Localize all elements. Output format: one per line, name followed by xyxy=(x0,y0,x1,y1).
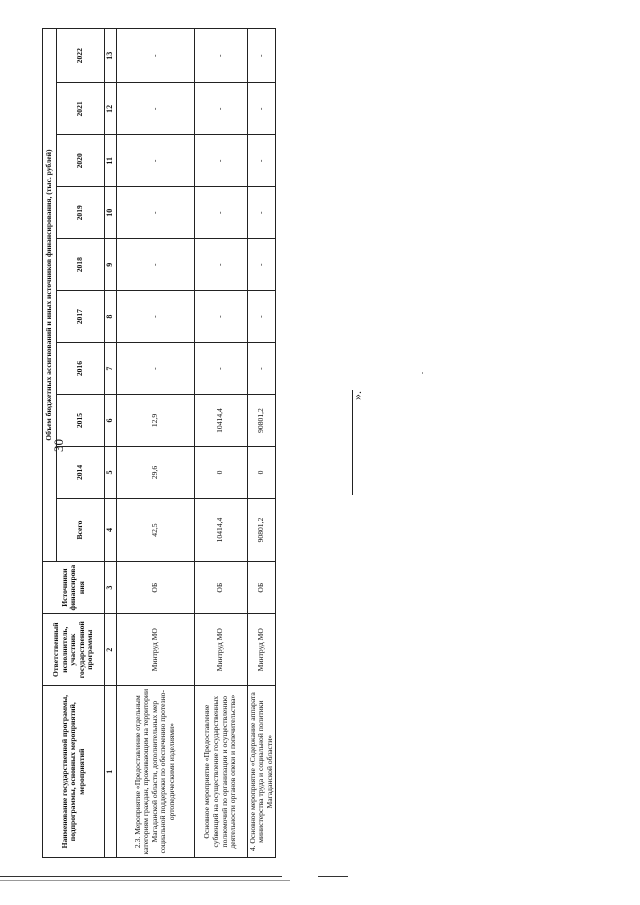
header-name: Наименование государственной программы, подпрограммы, основных мероприятий, мероприятий xyxy=(43,686,105,858)
header-year-2017: 2017 xyxy=(57,291,105,343)
column-number: 4 xyxy=(105,498,117,561)
table-row xyxy=(116,29,194,858)
row-source: ОБ xyxy=(116,562,194,614)
header-source: Источники финансирования xyxy=(43,562,105,614)
header-year-2015: 2015 xyxy=(57,395,105,447)
row-source: ОБ xyxy=(194,562,247,614)
row-value: - xyxy=(116,291,194,343)
row-value: - xyxy=(247,135,276,187)
scan-artifact xyxy=(422,372,423,374)
row-executor: Минтруд МО xyxy=(247,614,276,686)
column-number: 6 xyxy=(105,395,117,447)
header-year-2014: 2014 xyxy=(57,446,105,498)
row-total: 10414,4 xyxy=(194,498,247,561)
row-value: - xyxy=(194,135,247,187)
footer-rule-faint xyxy=(0,880,290,881)
row-name: 4. Основное мероприятие «Содержание аппарата министерства труда и социальной политики Магаданской области» xyxy=(247,686,276,858)
header-executor: Ответственный исполнитель, участник государственной программы xyxy=(43,614,105,686)
column-number: 12 xyxy=(105,83,117,135)
closing-quote: ». xyxy=(350,391,364,400)
row-value: 29,6 xyxy=(116,446,194,498)
row-value: - xyxy=(247,343,276,395)
column-number: 1 xyxy=(105,686,117,858)
row-value: - xyxy=(116,187,194,239)
header-year-2021: 2021 xyxy=(57,83,105,135)
header-year-2018: 2018 xyxy=(57,239,105,291)
row-value: 90801,2 xyxy=(247,395,276,447)
column-number: 5 xyxy=(105,446,117,498)
column-number: 9 xyxy=(105,239,117,291)
column-number: 11 xyxy=(105,135,117,187)
financing-table xyxy=(42,28,276,858)
row-value: - xyxy=(116,343,194,395)
rotated-table-wrapper xyxy=(42,28,274,858)
row-value: - xyxy=(194,239,247,291)
header-total: Всего xyxy=(57,498,105,561)
column-number: 8 xyxy=(105,291,117,343)
footer-rule-short xyxy=(318,876,348,877)
header-year-2016: 2016 xyxy=(57,343,105,395)
header-year-2020: 2020 xyxy=(57,135,105,187)
row-executor: Минтруд МО xyxy=(194,614,247,686)
footer-rule xyxy=(0,876,282,877)
row-value: 0 xyxy=(247,446,276,498)
row-value: - xyxy=(194,291,247,343)
header-volume: Объем бюджетных ассигнований и иных источников финансирования, (тыс. рублей) xyxy=(43,29,57,562)
row-total: 90801,2 xyxy=(247,498,276,561)
page-number: 30 xyxy=(51,439,66,452)
row-value: - xyxy=(116,83,194,135)
row-value: - xyxy=(194,29,247,83)
row-value: - xyxy=(194,187,247,239)
row-value: - xyxy=(194,343,247,395)
table-row xyxy=(194,29,247,858)
row-executor: Минтруд МО xyxy=(116,614,194,686)
row-value: - xyxy=(247,239,276,291)
header-year-2022: 2022 xyxy=(57,29,105,83)
column-number: 3 xyxy=(105,562,117,614)
table-row xyxy=(247,29,276,858)
row-value: - xyxy=(116,239,194,291)
header-year-2019: 2019 xyxy=(57,187,105,239)
row-total: 42,5 xyxy=(116,498,194,561)
row-value: - xyxy=(247,291,276,343)
closing-underline xyxy=(352,390,353,495)
column-number: 10 xyxy=(105,187,117,239)
column-number: 13 xyxy=(105,29,117,83)
row-name: Основное мероприятие «Предоставление субвенций на осуществление государственных полномочий по организации и осуществлению деятельности органов опеки и попечительства» xyxy=(194,686,247,858)
row-value: 0 xyxy=(194,446,247,498)
row-name: 2.3. Мероприятие «Предоставление отдельным категориям граждан, проживающим на территории Магаданской области, дополнительных мер социальной поддержки по обеспечению протезно-ортопедическими изделиями» xyxy=(116,686,194,858)
row-value: - xyxy=(116,135,194,187)
row-source: ОБ xyxy=(247,562,276,614)
row-value: - xyxy=(247,187,276,239)
row-value: 12,9 xyxy=(116,395,194,447)
row-value: - xyxy=(194,83,247,135)
row-value: - xyxy=(247,83,276,135)
column-number: 7 xyxy=(105,343,117,395)
row-value: 10414,4 xyxy=(194,395,247,447)
row-value: - xyxy=(116,29,194,83)
row-value: - xyxy=(247,29,276,83)
column-number: 2 xyxy=(105,614,117,686)
